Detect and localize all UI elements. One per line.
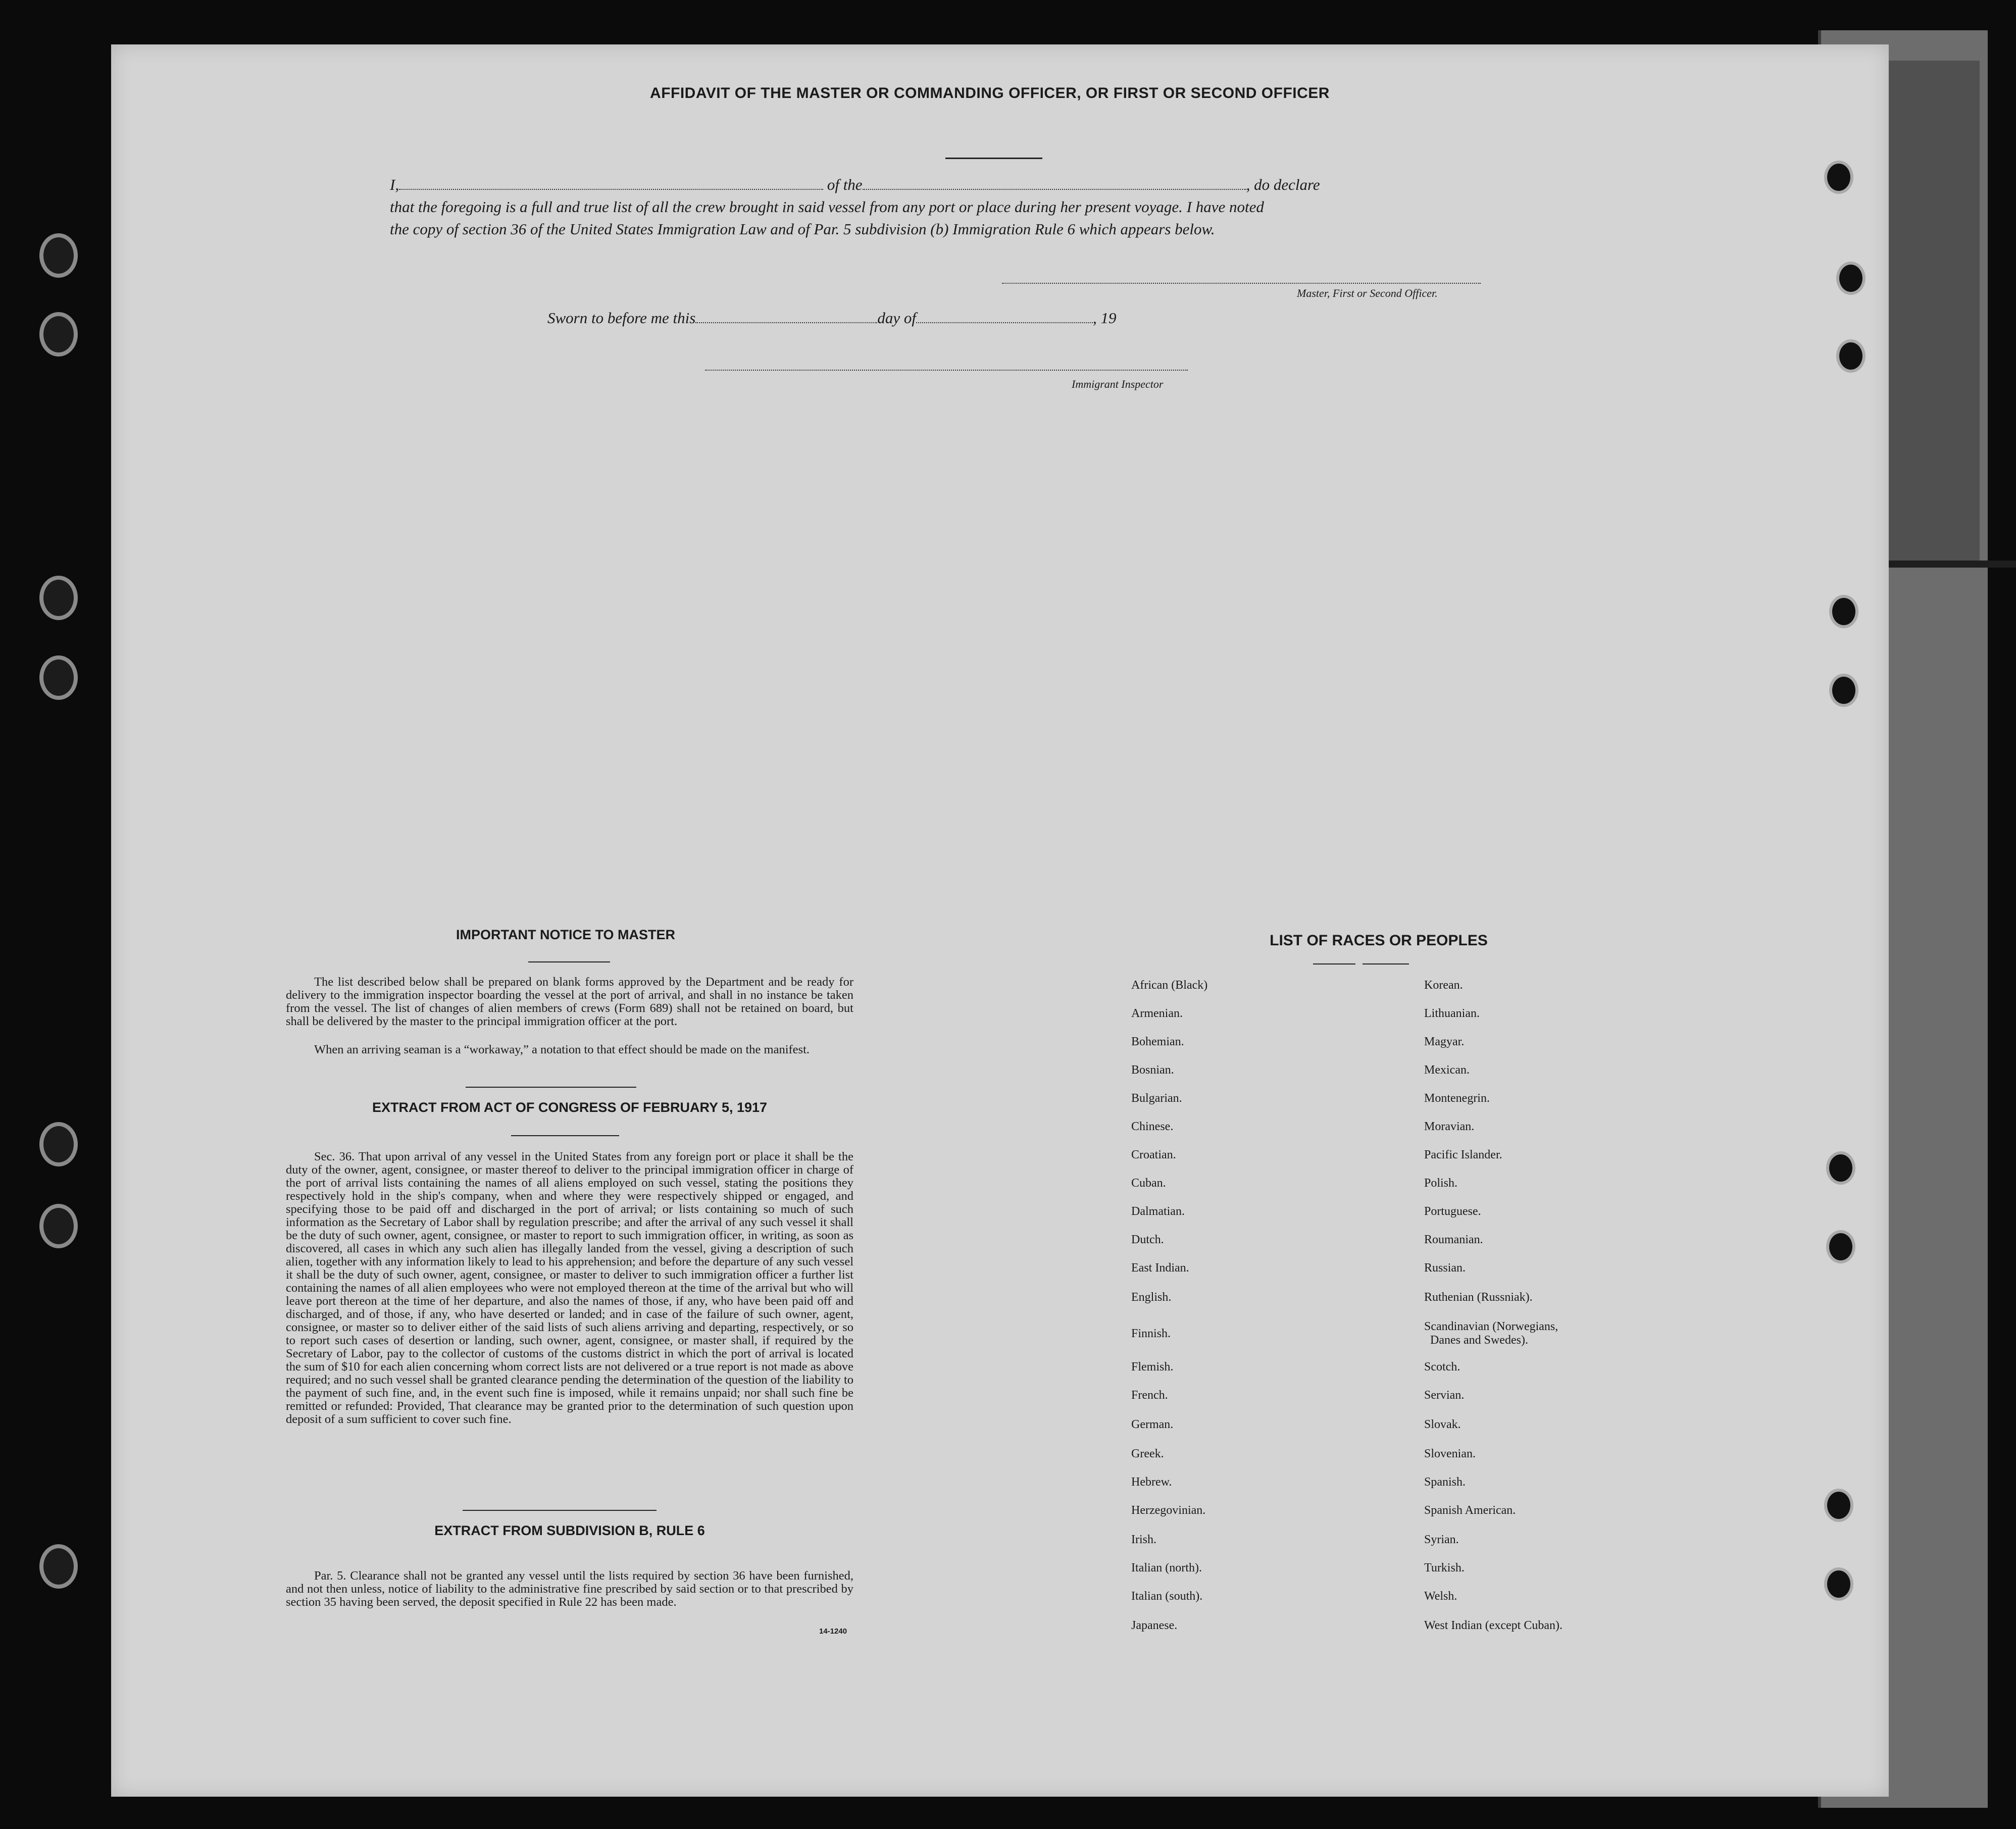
race-entry: Italian (north). [1131,1561,1202,1574]
binder-hole-icon [39,655,78,700]
race-entry: Cuban. [1131,1177,1166,1190]
affidavit-i: I, [390,176,399,193]
binder-hole-icon [1824,161,1853,194]
race-entry: English. [1131,1291,1172,1304]
affidavit-line-3: the copy of section 36 of the United States Immigration Law and of Par. 5 subdivision (b) Immigration Rule 6 which appears below. [390,220,1215,238]
race-entry: French. [1131,1389,1168,1402]
race-entry: Roumanian. [1424,1233,1483,1246]
race-entry: Bohemian. [1131,1035,1184,1048]
notice-paragraph-1: The list described below shall be prepared on blank forms approved by the Department and be ready for delivery to the immigration inspector boarding the vessel at the port of arrival, and shall in no instance be taken from the vessel. The list of changes of alien members of crews (Form 689) shall not be retained on board, but shall be delivered by the master to the principal immigration officer at the port. [286,975,853,1028]
race-entry: West Indian (except Cuban). [1424,1619,1563,1632]
race-entry: Finnish. [1131,1327,1171,1340]
binder-hole-icon [1826,1230,1855,1263]
binder-hole-icon [1836,339,1866,373]
inspector-caption: Immigrant Inspector [1072,378,1164,390]
race-entry: Irish. [1131,1533,1156,1546]
race-entry: Syrian. [1424,1533,1459,1546]
race-entry: Lithuanian. [1424,1007,1480,1020]
vessel-blank [863,189,1246,190]
race-entry: Mexican. [1424,1063,1470,1077]
race-entry: Chinese. [1131,1120,1174,1133]
sworn-day-of: day of [877,309,916,327]
race-entry: Montenegrin. [1424,1092,1490,1105]
race-entry: Herzegovinian. [1131,1504,1206,1517]
section-36-text: Sec. 36. That upon arrival of any vessel in the United States from any foreign port or place it shall be the duty of the owner, agent, consignee, or master thereof to deliver to the principal immigration officer in charge of the port of arrival lists containing the names of all aliens employed on such vessel, stating the positions they respectively hold in the ship's company, when and where they were respectively shipped or engaged, and specifying those to be paid off and discharged in the port of arrival; or lists containing so much of such information as the Secretary of Labor shall by regulation prescribe; and after the arrival of any such vessel it shall be the duty of such owner, agent, consignee, or master to report to such immigration officer, in writing, as soon as discovered, all cases in which any such alien has illegally landed from the vessel, giving a description of such alien, together with any information likely to lead to his apprehension; and before the departure of any such vessel it shall be the duty of such owner, agent, consignee, or master to deliver to such immigration officer a further list containing the names of all alien employees who were not employed thereon at the time of the arrival but who will leave port thereon at the time of her departure, and also the names of those, if any, who have been paid off and discharged, and of those, if any, who have deserted or landed; and in case of the failure of such owner, agent, consignee, or master so to deliver either of the said lists of such aliens arriving and departing, respectively, or so to report such cases of desertion or landing, such owner, agent, consignee, or master shall, if required by the Secretary of Labor, pay to the collector of customs of the customs district in which the port of arrival is located the sum of $10 for each alien concerning whom correct lists are not delivered or a true report is not made as above required; and no such vessel shall be granted clearance pending the determination of the question of the liability to the payment of such fine, and, in the event such fine is imposed, while it remains unpaid; nor shall such fine be remitted or refunded: Provided, That clearance may be granted prior to the determination of such question upon deposit of a sum sufficient to cover such fine. [286,1150,853,1426]
binder-hole-icon [1836,262,1866,295]
binder-hole-icon [39,576,78,620]
race-entry: Pacific Islander. [1424,1148,1502,1161]
affidavit-line-1 [390,176,1481,194]
sworn-text: Sworn to before me this [547,309,696,327]
act-divider [511,1135,619,1136]
notice-paragraph-2: When an arriving seaman is a “workaway,” a notation to that effect should be made on the manifest. [314,1043,810,1056]
race-entry: Polish. [1424,1177,1458,1190]
races-divider-left [1313,963,1355,964]
race-entry: Scotch. [1424,1360,1460,1374]
notice-divider [528,961,610,962]
binder-hole-icon [39,1204,78,1248]
race-entry: Slovak. [1424,1418,1461,1431]
act-extract-title: EXTRACT FROM ACT OF CONGRESS OF FEBRUARY 5, 1917 [372,1100,768,1115]
sworn-year: , 19 [1092,309,1117,327]
races-divider-right [1363,963,1409,964]
race-entry: Moravian. [1424,1120,1475,1133]
inspector-signature-line [705,370,1188,371]
race-entry: Turkish. [1424,1561,1465,1574]
sworn-line [547,309,1153,327]
binder-hole-icon [39,1544,78,1589]
section-divider [466,1087,636,1088]
race-entry: Magyar. [1424,1035,1465,1048]
race-entry: Flemish. [1131,1360,1174,1374]
race-entry: German. [1131,1418,1174,1431]
par-5-text: Par. 5. Clearance shall not be granted any vessel until the lists required by section 36 have been furnished, and not then unless, notice of liability to the administrative fine prescribed by said section or to that prescribed by section 35 having been served, the deposit specified in Rule 22 has been made. [286,1569,853,1609]
binder-hole-icon [39,312,78,357]
rule-extract-title: EXTRACT FROM SUBDIVISION B, RULE 6 [434,1523,705,1538]
binder-hole-icon [1829,674,1858,707]
race-entry: Welsh. [1424,1590,1457,1603]
race-entry: Portuguese. [1424,1205,1481,1218]
affidavit-line-2: that the foregoing is a full and true list of all the crew brought in said vessel from any port or place during her present voyage. I have noted [390,198,1264,216]
binder-hole-icon [1826,1151,1855,1185]
race-entry: Korean. [1424,979,1463,992]
race-entry: African (Black) [1131,979,1208,992]
race-entry: Dalmatian. [1131,1205,1185,1218]
race-entry: East Indian. [1131,1261,1189,1275]
race-entry: Hebrew. [1131,1476,1172,1489]
races-title: LIST OF RACES OR PEOPLES [1270,932,1488,949]
affidavit-title: AFFIDAVIT OF THE MASTER OR COMMANDING OFFICER, OR FIRST OR SECOND OFFICER [650,85,1330,101]
race-entry: Spanish American. [1424,1504,1516,1517]
sworn-month-blank [916,322,1093,323]
binder-hole-icon [1824,1567,1853,1601]
race-entry: Italian (south). [1131,1590,1203,1603]
race-entry: Slovenian. [1424,1447,1476,1460]
name-blank [399,189,823,190]
affidavit-do-declare: , do declare [1246,176,1320,193]
section-divider [463,1510,657,1511]
binder-hole-icon [1829,595,1858,628]
form-number: 14-1240 [819,1627,847,1636]
affidavit-of-the: of the [827,176,863,193]
race-entry: Scandinavian (Norwegians, Danes and Swedes). [1424,1320,1558,1347]
binder-hole-icon [39,1122,78,1166]
race-entry: Armenian. [1131,1007,1183,1020]
race-entry: Greek. [1131,1447,1164,1460]
race-entry: Croatian. [1131,1148,1176,1161]
race-entry: Bulgarian. [1131,1092,1182,1105]
binder-hole-icon [39,233,78,278]
master-caption: Master, First or Second Officer. [1297,287,1438,299]
race-entry: Bosnian. [1131,1063,1174,1077]
race-entry: Ruthenian (Russniak). [1424,1291,1533,1304]
sheet-edge-stripe [1884,561,2016,568]
race-entry: Servian. [1424,1389,1465,1402]
race-entry: Japanese. [1131,1619,1178,1632]
race-entry: Russian. [1424,1261,1466,1275]
notice-title: IMPORTANT NOTICE TO MASTER [456,927,675,942]
race-entry: Spanish. [1424,1476,1466,1489]
binder-hole-icon [1824,1489,1853,1522]
title-divider [945,158,1042,159]
race-entry: Dutch. [1131,1233,1164,1246]
master-signature-line [1002,283,1481,284]
sworn-day-blank [695,322,877,323]
